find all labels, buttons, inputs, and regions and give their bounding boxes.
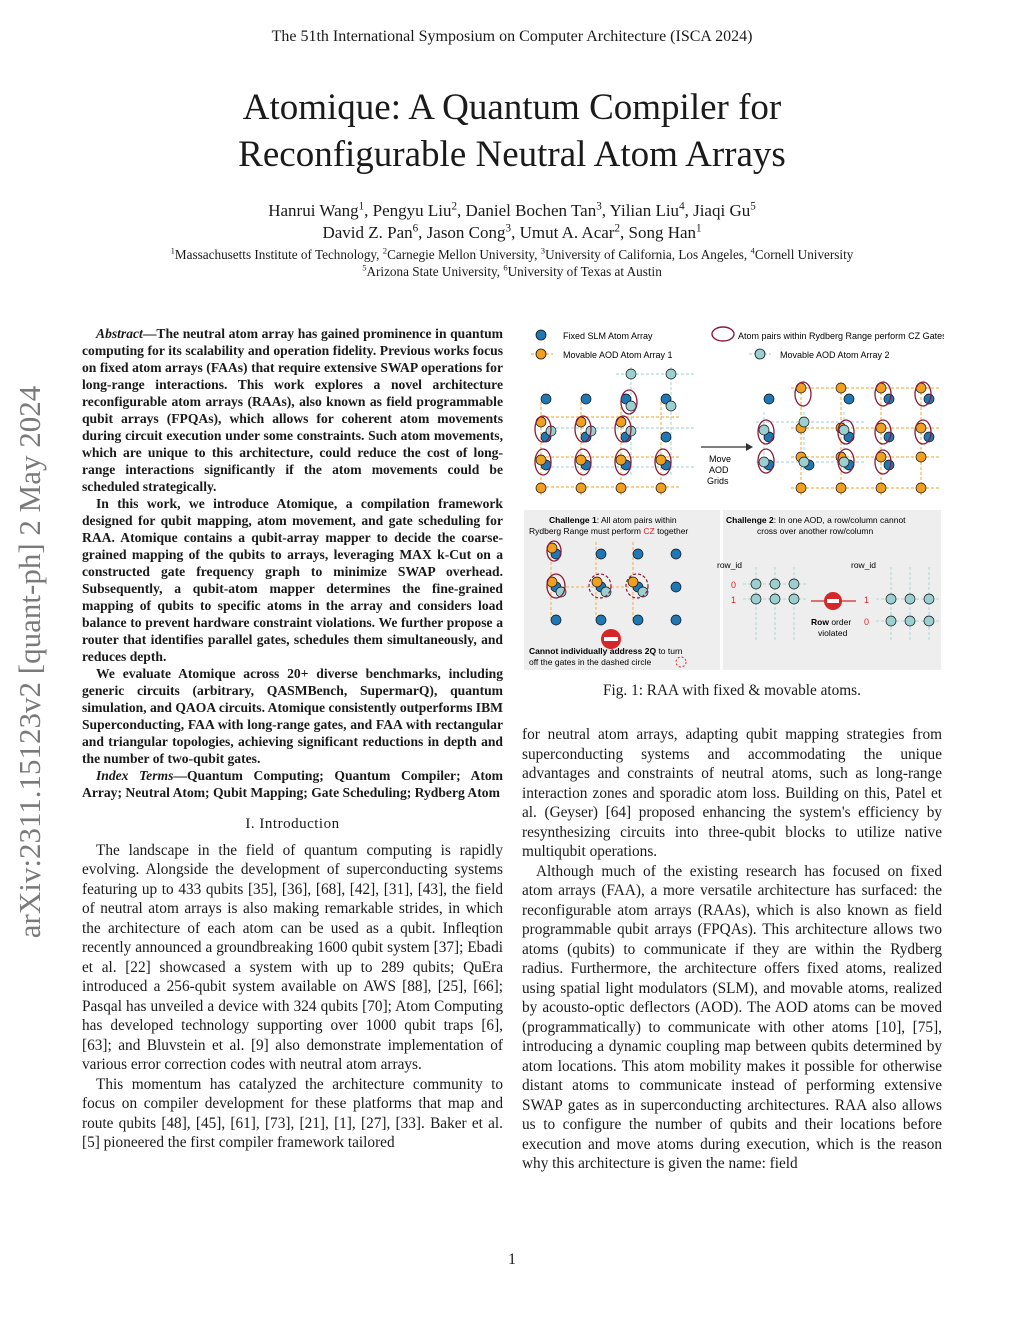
affil-mark: 6 — [503, 262, 508, 273]
paper-title — [0, 84, 1024, 178]
body-paragraph: The landscape in the field of quantum computing is rapidly evolving. Alongside the development of superconducting systems featuring up to 433 qubits [35], [36], [68], [42], [31], [43], the field of neutral atom arrays is also making remarkable strides, in which the architecture of each atom can be used as a qubit. Infleqtion recently announced a groundbreaking 1600 qubit system [37]; Ebadi et al. [22] showcased a system with up to 289 qubits; QuEra introduced a 256-qubit system available on AWS [88], [25], [66]; Pasqal has unveiled a device with 324 qubits [70]; Atom Computing has developed technology supporting over 1000 qubit traps [6], [63]; and Bluvstein et al. [9] also demonstrate implementation of various error correction codes with neutral atom arrays. — [82, 841, 503, 1073]
arxiv-id: arXiv:2311.15123v2 [quant-ph] 2 May 2024 — [12, 385, 47, 939]
affiliation-list — [0, 246, 1024, 280]
affiliation: Massachusetts Institute of Technology, — [174, 247, 380, 262]
author-name: David Z. Pan — [322, 223, 413, 242]
abstract — [82, 325, 503, 801]
affiliation: Cornell University — [754, 247, 854, 262]
abstract-label: Abstract — [96, 326, 143, 341]
legend-pairs: Atom pairs within Rydberg Range perform CZ Gates — [738, 331, 944, 341]
figure-1-graphic — [521, 322, 944, 672]
row-label: 1 — [864, 595, 870, 605]
ch1-header: Challenge 1: All atom pairs within — [549, 515, 677, 525]
ch2-header: Challenge 2: In one AOD, a row/column cannot — [726, 515, 906, 525]
affiliation: Arizona State University, — [366, 264, 501, 279]
move-label: AOD — [709, 465, 729, 475]
author-name: Jason Cong — [426, 223, 506, 242]
legend-slm-icon — [536, 330, 546, 340]
author-name: Yilian Liu — [609, 201, 680, 220]
title-line-2: Reconfigurable Neutral Atom Arrays — [238, 134, 786, 175]
author-name: Pengyu Liu — [372, 201, 452, 220]
affil-mark: 3 — [596, 200, 602, 213]
affil-mark: 2 — [614, 222, 620, 235]
section-heading: I. Introduction — [245, 816, 340, 832]
row-id-label: row_id — [851, 560, 877, 570]
ch1-header-2: Rydberg Range must perform CZ together — [529, 526, 689, 536]
arxiv-stamp — [0, 342, 60, 982]
affil-mark: 4 — [679, 200, 685, 213]
page-number: 1 — [508, 1251, 516, 1268]
arrow-head-icon — [746, 443, 753, 451]
left-atom-grid — [535, 367, 696, 497]
legend-aod2-icon — [755, 349, 765, 359]
row-label: 0 — [731, 580, 737, 590]
row-order-label: Row order — [811, 617, 852, 627]
affil-mark: 3 — [505, 222, 512, 235]
right-atom-grid — [756, 382, 941, 497]
author-name: Song Han — [628, 223, 697, 242]
legend-aod1: Movable AOD Atom Array 1 — [563, 350, 673, 360]
right-column — [522, 725, 942, 1174]
index-terms-label: Index Terms — [96, 768, 174, 783]
legend-pair-icon — [712, 327, 734, 341]
author-name: Jiaqi Gu — [693, 201, 751, 220]
row-label: 0 — [864, 617, 870, 627]
ch1-footer: Cannot individually address 2Q to turn — [529, 646, 683, 656]
abstract-paragraph: —The neutral atom array has gained prominence in quantum computing for its scalability and operation fidelity. Previous works focus on fixed atom arrays (FAAs) that require extensive SWAP operations for long-range interactions. This work explores a novel architecture reconfigurable atom arrays (RAAs), also known as field programmable qubit arrays (FPQAs), which allows for coherent atom movements during circuit execution under some constraints. Such atom movements, which are unique to this architecture, could reduce the cost of long-range interactions significantly if the atom movements could be scheduled strategically. — [82, 326, 503, 494]
body-paragraph: Although much of the existing research has focused on fixed atom arrays (FAA), a more versatile architecture has surfaced: the reconfigurable atom arrays (RAAs), which is also known as field programmable qubit arrays (FPQAs). This architecture allows two atoms (qubits) to communicate if they are within the Rydberg radius. Furthermore, the architecture offers fixed atoms, realized using spatial light modulators (SLM), and movable atoms, realized by acousto-optic deflectors (AOD). The AOD atoms can be moved (programmatically) to communicate with other atoms [10], [75], introducing a dynamic coupling map between qubits determined by atom locations. This atom mobility makes it possible for otherwise distant atoms to communicate instead of performing extensive SWAP gates as in superconducting architectures. RAA also allows us to configure the number of qubits and their locations before execution and move atoms during execution, which is the reason why this architecture is given the name: field — [522, 862, 942, 1172]
index-terms: —Quantum Computing; Quantum Compiler; Atom Array; Neutral Atom; Qubit Mapping; Gate Scheduling; Rydberg Atom — [82, 768, 503, 800]
figure-caption: Fig. 1: RAA with fixed & movable atoms. — [603, 682, 861, 699]
legend-fixed: Fixed SLM Atom Array — [563, 331, 653, 341]
legend-aod1-icon — [536, 349, 546, 359]
abstract-paragraph: In this work, we introduce Atomique, a compilation framework designed for qubit mapping, atom movement, and gate scheduling for RAA. Atomique contains a qubit-array mapper to decide the coarse-grained mapping of the qubits to arrays, leveraging MAX k-Cut on a constructed gate frequency graph to minimize SWAP overhead. Subsequently, a qubit-atom mapper determines the fine-grained mapping of qubits to specific atoms in the array and considers load balance to prevent hardware constraint violations. We further propose a router that identifies parallel gates, schedules them simultaneously, and reduces depth. — [82, 496, 503, 664]
move-label: Grids — [707, 476, 729, 486]
affiliation: University of California, Los Angeles, — [545, 247, 748, 262]
title-line-1: Atomique: A Quantum Compiler for — [242, 87, 782, 128]
affiliation: Carnegie Mellon University, — [387, 247, 538, 262]
venue-header: The 51th International Symposium on Computer Architecture (ISCA 2024) — [271, 28, 753, 45]
affil-mark: 3 — [540, 245, 546, 256]
move-label: Move — [709, 454, 732, 464]
author-list: Hanrui Wang$^1$, Pengyu Liu$^2$, Daniel Bochen Tan$^3$, Yilian Liu$^4$, Jiaqi Gu$^5$ David Z. Pan$^6$, Jason Cong$^3$, Umut A. Acar$^2$, Song Han$^1$ — [268, 200, 756, 242]
affiliation: University of Texas at Austin — [507, 264, 662, 279]
affil-mark: 1 — [696, 222, 702, 235]
abstract-paragraph: We evaluate Atomique across 20+ diverse benchmarks, including generic circuits (arbitrary, QASMBench, SupermarQ), quantum simulation, and QAOA circuits. Atomique consistently outperforms IBM Superconducting, FAA with long-range gates, and FAA with rectangular and triangular topologies, achieving significant reductions in depth and the number of two-qubit gates. — [82, 666, 503, 766]
legend-aod2: Movable AOD Atom Array 2 — [780, 350, 890, 360]
affil-mark: 2 — [382, 245, 388, 256]
body-paragraph: for neutral atom arrays, adapting qubit mapping strategies from superconducting systems and accommodating the unique advantages and constraints of neutral atoms, such as long-range interaction zones and sporadic atom loss. Building on this, Patel et al. (Geyser) [64] proposed enhancing the system's efficiency by resynthesizing circuits into three-qubit blocks to utilize native multiqubit operations. — [522, 726, 942, 860]
figure-1 — [521, 322, 944, 672]
affil-mark: 5 — [750, 200, 756, 213]
body-paragraph: This momentum has catalyzed the architecture community to focus on compiler development for these platforms that map and route qubits [48], [45], [61], [73], [21], [1], [27], [33]. Baker et al. [5] pioneered the first compiler framework tailored — [82, 1075, 503, 1151]
affil-mark: 1 — [358, 200, 365, 213]
affil-mark: 1 — [170, 245, 175, 256]
left-column — [82, 325, 503, 1153]
affil-mark: 6 — [412, 222, 419, 235]
violated-label: violated — [818, 628, 848, 638]
row-id-label: row_id — [717, 560, 743, 570]
row-label: 1 — [731, 595, 737, 605]
ch1-footer-2: off the gates in the dashed circle — [529, 657, 652, 667]
affil-mark: 5 — [362, 262, 367, 273]
affil-mark: 2 — [451, 200, 458, 213]
author-name: Daniel Bochen Tan — [465, 201, 597, 220]
author-name: Hanrui Wang — [268, 201, 359, 220]
author-name: Umut A. Acar — [519, 223, 615, 242]
ch2-header-2: cross over another row/column — [757, 526, 874, 536]
affil-mark: 4 — [750, 245, 755, 256]
